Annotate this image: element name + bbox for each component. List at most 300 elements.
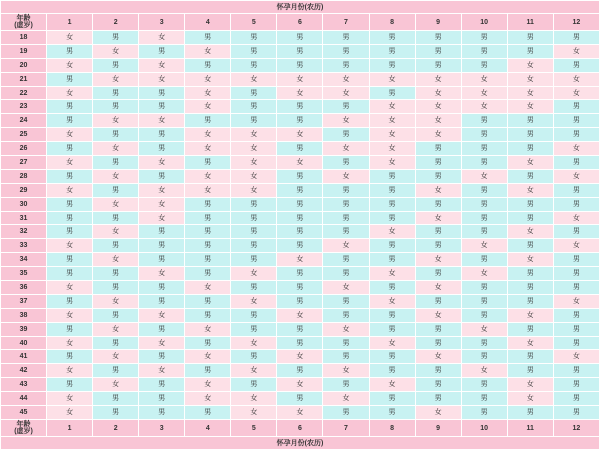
- table-row: [1, 156, 600, 170]
- column-header-month-2: 2: [93, 14, 139, 31]
- table-row: [1, 225, 600, 239]
- cell-age-31-month-8: 男: [369, 211, 415, 225]
- cell-age-45-month-12: 男: [553, 406, 599, 420]
- table-row: [1, 114, 600, 128]
- column-header-month-10: 10: [461, 14, 507, 31]
- cell-age-36-month-8: 男: [369, 281, 415, 295]
- column-header-month-9: 9: [415, 14, 461, 31]
- cell-age-31-month-10: 男: [461, 211, 507, 225]
- cell-age-42-month-11: 男: [507, 364, 553, 378]
- cell-age-44-month-2: 男: [93, 392, 139, 406]
- row-header-age-36: 36: [1, 281, 47, 295]
- cell-age-19-month-8: 男: [369, 44, 415, 58]
- cell-age-37-month-9: 男: [415, 294, 461, 308]
- cell-age-32-month-7: 男: [323, 225, 369, 239]
- cell-age-32-month-3: 男: [139, 225, 185, 239]
- cell-age-38-month-7: 男: [323, 308, 369, 322]
- cell-age-32-month-6: 男: [277, 225, 323, 239]
- cell-age-42-month-9: 男: [415, 364, 461, 378]
- cell-age-33-month-9: 男: [415, 239, 461, 253]
- cell-age-36-month-12: 男: [553, 281, 599, 295]
- cell-age-40-month-9: 男: [415, 336, 461, 350]
- cell-age-44-month-4: 女: [185, 392, 231, 406]
- cell-age-43-month-3: 男: [139, 378, 185, 392]
- cell-age-23-month-10: 女: [461, 100, 507, 114]
- cell-age-23-month-2: 男: [93, 100, 139, 114]
- cell-age-18-month-4: 男: [185, 31, 231, 45]
- cell-age-20-month-1: 女: [47, 58, 93, 72]
- cell-age-45-month-4: 男: [185, 406, 231, 420]
- cell-age-19-month-9: 男: [415, 44, 461, 58]
- cell-age-40-month-10: 男: [461, 336, 507, 350]
- cell-age-19-month-6: 男: [277, 44, 323, 58]
- table-row: [1, 44, 600, 58]
- cell-age-31-month-3: 女: [139, 211, 185, 225]
- table-row: [1, 281, 600, 295]
- cell-age-43-month-10: 男: [461, 378, 507, 392]
- table-row: [1, 100, 600, 114]
- row-header-age-27: 27: [1, 156, 47, 170]
- cell-age-27-month-10: 男: [461, 156, 507, 170]
- cell-age-20-month-7: 男: [323, 58, 369, 72]
- cell-age-33-month-10: 女: [461, 239, 507, 253]
- cell-age-30-month-10: 男: [461, 197, 507, 211]
- table-row: [1, 253, 600, 267]
- cell-age-40-month-4: 男: [185, 336, 231, 350]
- cell-age-35-month-6: 男: [277, 267, 323, 281]
- cell-age-43-month-2: 女: [93, 378, 139, 392]
- cell-age-27-month-3: 女: [139, 156, 185, 170]
- cell-age-30-month-4: 男: [185, 197, 231, 211]
- row-header-age-33: 33: [1, 239, 47, 253]
- cell-age-21-month-3: 女: [139, 72, 185, 86]
- cell-age-29-month-10: 男: [461, 183, 507, 197]
- row-header-age-40: 40: [1, 336, 47, 350]
- cell-age-22-month-12: 女: [553, 86, 599, 100]
- cell-age-45-month-5: 女: [231, 406, 277, 420]
- cell-age-33-month-2: 男: [93, 239, 139, 253]
- cell-age-29-month-6: 男: [277, 183, 323, 197]
- column-footer-row: [1, 420, 600, 437]
- top-banner-row: [1, 1, 600, 14]
- cell-age-18-month-3: 女: [139, 31, 185, 45]
- cell-age-40-month-5: 女: [231, 336, 277, 350]
- cell-age-28-month-7: 女: [323, 169, 369, 183]
- corner-label-line1: 年龄: [16, 15, 31, 22]
- cell-age-40-month-11: 女: [507, 336, 553, 350]
- cell-age-41-month-8: 男: [369, 350, 415, 364]
- cell-age-24-month-7: 女: [323, 114, 369, 128]
- cell-age-19-month-5: 男: [231, 44, 277, 58]
- cell-age-18-month-8: 男: [369, 31, 415, 45]
- row-header-age-18: 18: [1, 31, 47, 45]
- row-header-age-41: 41: [1, 350, 47, 364]
- column-header-month-7: 7: [323, 14, 369, 31]
- cell-age-21-month-8: 女: [369, 72, 415, 86]
- cell-age-44-month-11: 女: [507, 392, 553, 406]
- cell-age-27-month-8: 女: [369, 156, 415, 170]
- cell-age-27-month-5: 女: [231, 156, 277, 170]
- table-row: [1, 294, 600, 308]
- cell-age-25-month-2: 男: [93, 128, 139, 142]
- cell-age-33-month-5: 男: [231, 239, 277, 253]
- table-row: [1, 128, 600, 142]
- cell-age-18-month-6: 男: [277, 31, 323, 45]
- cell-age-38-month-2: 男: [93, 308, 139, 322]
- cell-age-38-month-12: 男: [553, 308, 599, 322]
- cell-age-27-month-1: 女: [47, 156, 93, 170]
- cell-age-36-month-3: 男: [139, 281, 185, 295]
- column-header-month-11: 11: [507, 14, 553, 31]
- cell-age-45-month-1: 女: [47, 406, 93, 420]
- cell-age-27-month-9: 男: [415, 156, 461, 170]
- row-header-age-25: 25: [1, 128, 47, 142]
- cell-age-30-month-9: 男: [415, 197, 461, 211]
- cell-age-32-month-1: 男: [47, 225, 93, 239]
- column-footer-month-11: 11: [507, 420, 553, 437]
- cell-age-33-month-12: 女: [553, 239, 599, 253]
- cell-age-36-month-2: 男: [93, 281, 139, 295]
- cell-age-37-month-6: 男: [277, 294, 323, 308]
- cell-age-35-month-2: 男: [93, 267, 139, 281]
- cell-age-41-month-2: 女: [93, 350, 139, 364]
- cell-age-30-month-5: 男: [231, 197, 277, 211]
- cell-age-25-month-4: 女: [185, 128, 231, 142]
- cell-age-45-month-6: 女: [277, 406, 323, 420]
- cell-age-39-month-6: 男: [277, 322, 323, 336]
- cell-age-28-month-4: 女: [185, 169, 231, 183]
- cell-age-38-month-10: 男: [461, 308, 507, 322]
- cell-age-26-month-11: 男: [507, 142, 553, 156]
- cell-age-29-month-9: 女: [415, 183, 461, 197]
- cell-age-27-month-12: 男: [553, 156, 599, 170]
- cell-age-29-month-3: 女: [139, 183, 185, 197]
- cell-age-24-month-3: 女: [139, 114, 185, 128]
- cell-age-34-month-9: 女: [415, 253, 461, 267]
- top-banner: 怀孕月份(农历): [1, 1, 600, 14]
- cell-age-26-month-9: 男: [415, 142, 461, 156]
- row-header-age-44: 44: [1, 392, 47, 406]
- table-row: [1, 58, 600, 72]
- cell-age-28-month-10: 女: [461, 169, 507, 183]
- cell-age-31-month-2: 男: [93, 211, 139, 225]
- cell-age-19-month-2: 女: [93, 44, 139, 58]
- cell-age-24-month-8: 女: [369, 114, 415, 128]
- cell-age-41-month-6: 女: [277, 350, 323, 364]
- cell-age-43-month-6: 女: [277, 378, 323, 392]
- cell-age-44-month-6: 男: [277, 392, 323, 406]
- cell-age-33-month-1: 女: [47, 239, 93, 253]
- column-footer-month-5: 5: [231, 420, 277, 437]
- cell-age-39-month-3: 男: [139, 322, 185, 336]
- cell-age-43-month-11: 女: [507, 378, 553, 392]
- cell-age-42-month-7: 女: [323, 364, 369, 378]
- cell-age-27-month-4: 男: [185, 156, 231, 170]
- cell-age-42-month-6: 男: [277, 364, 323, 378]
- table-row: [1, 350, 600, 364]
- corner-label-line2: (虚岁): [14, 22, 33, 29]
- cell-age-41-month-9: 女: [415, 350, 461, 364]
- cell-age-45-month-10: 男: [461, 406, 507, 420]
- cell-age-22-month-2: 男: [93, 86, 139, 100]
- table-row: [1, 392, 600, 406]
- table-row: [1, 211, 600, 225]
- row-header-age-45: 45: [1, 406, 47, 420]
- column-footer-month-7: 7: [323, 420, 369, 437]
- cell-age-18-month-9: 男: [415, 31, 461, 45]
- cell-age-30-month-11: 男: [507, 197, 553, 211]
- cell-age-37-month-4: 男: [185, 294, 231, 308]
- cell-age-29-month-2: 男: [93, 183, 139, 197]
- cell-age-34-month-12: 男: [553, 253, 599, 267]
- cell-age-31-month-6: 男: [277, 211, 323, 225]
- column-header-month-3: 3: [139, 14, 185, 31]
- table-row: [1, 239, 600, 253]
- cell-age-32-month-11: 女: [507, 225, 553, 239]
- cell-age-34-month-1: 男: [47, 253, 93, 267]
- cell-age-33-month-11: 男: [507, 239, 553, 253]
- cell-age-26-month-6: 男: [277, 142, 323, 156]
- cell-age-25-month-9: 女: [415, 128, 461, 142]
- cell-age-33-month-4: 男: [185, 239, 231, 253]
- cell-age-21-month-9: 女: [415, 72, 461, 86]
- table-row: [1, 378, 600, 392]
- cell-age-21-month-4: 女: [185, 72, 231, 86]
- cell-age-37-month-11: 男: [507, 294, 553, 308]
- table-row: [1, 406, 600, 420]
- cell-age-36-month-1: 女: [47, 281, 93, 295]
- cell-age-28-month-6: 男: [277, 169, 323, 183]
- cell-age-39-month-1: 男: [47, 322, 93, 336]
- cell-age-25-month-3: 男: [139, 128, 185, 142]
- cell-age-23-month-9: 女: [415, 100, 461, 114]
- cell-age-26-month-7: 女: [323, 142, 369, 156]
- cell-age-32-month-5: 男: [231, 225, 277, 239]
- cell-age-37-month-10: 男: [461, 294, 507, 308]
- cell-age-22-month-9: 女: [415, 86, 461, 100]
- table-row: [1, 86, 600, 100]
- cell-age-29-month-4: 女: [185, 183, 231, 197]
- cell-age-24-month-4: 男: [185, 114, 231, 128]
- cell-age-39-month-11: 男: [507, 322, 553, 336]
- cell-age-26-month-4: 女: [185, 142, 231, 156]
- cell-age-18-month-11: 男: [507, 31, 553, 45]
- cell-age-31-month-9: 女: [415, 211, 461, 225]
- cell-age-38-month-1: 女: [47, 308, 93, 322]
- cell-age-37-month-7: 男: [323, 294, 369, 308]
- cell-age-40-month-1: 女: [47, 336, 93, 350]
- cell-age-41-month-5: 男: [231, 350, 277, 364]
- cell-age-22-month-10: 女: [461, 86, 507, 100]
- cell-age-24-month-9: 女: [415, 114, 461, 128]
- cell-age-34-month-4: 男: [185, 253, 231, 267]
- cell-age-34-month-3: 男: [139, 253, 185, 267]
- cell-age-39-month-10: 女: [461, 322, 507, 336]
- cell-age-37-month-8: 女: [369, 294, 415, 308]
- cell-age-24-month-12: 男: [553, 114, 599, 128]
- cell-age-30-month-6: 男: [277, 197, 323, 211]
- cell-age-44-month-3: 男: [139, 392, 185, 406]
- cell-age-45-month-9: 女: [415, 406, 461, 420]
- row-header-age-29: 29: [1, 183, 47, 197]
- cell-age-33-month-3: 男: [139, 239, 185, 253]
- cell-age-30-month-7: 男: [323, 197, 369, 211]
- cell-age-40-month-2: 男: [93, 336, 139, 350]
- row-header-age-31: 31: [1, 211, 47, 225]
- cell-age-42-month-12: 男: [553, 364, 599, 378]
- cell-age-26-month-12: 女: [553, 142, 599, 156]
- cell-age-30-month-2: 女: [93, 197, 139, 211]
- cell-age-20-month-12: 男: [553, 58, 599, 72]
- cell-age-21-month-12: 女: [553, 72, 599, 86]
- cell-age-29-month-11: 女: [507, 183, 553, 197]
- cell-age-45-month-3: 男: [139, 406, 185, 420]
- cell-age-22-month-7: 女: [323, 86, 369, 100]
- cell-age-27-month-11: 女: [507, 156, 553, 170]
- cell-age-34-month-2: 女: [93, 253, 139, 267]
- cell-age-31-month-1: 男: [47, 211, 93, 225]
- column-header-row: [1, 14, 600, 31]
- cell-age-29-month-1: 女: [47, 183, 93, 197]
- cell-age-33-month-6: 男: [277, 239, 323, 253]
- cell-age-44-month-8: 男: [369, 392, 415, 406]
- cell-age-44-month-5: 女: [231, 392, 277, 406]
- cell-age-36-month-11: 男: [507, 281, 553, 295]
- row-header-age-38: 38: [1, 308, 47, 322]
- cell-age-30-month-8: 男: [369, 197, 415, 211]
- cell-age-38-month-11: 女: [507, 308, 553, 322]
- cell-age-32-month-8: 女: [369, 225, 415, 239]
- cell-age-24-month-11: 男: [507, 114, 553, 128]
- cell-age-38-month-8: 男: [369, 308, 415, 322]
- cell-age-42-month-10: 女: [461, 364, 507, 378]
- cell-age-23-month-7: 男: [323, 100, 369, 114]
- cell-age-39-month-5: 男: [231, 322, 277, 336]
- cell-age-41-month-4: 女: [185, 350, 231, 364]
- cell-age-19-month-12: 女: [553, 44, 599, 58]
- cell-age-28-month-9: 男: [415, 169, 461, 183]
- cell-age-34-month-11: 女: [507, 253, 553, 267]
- cell-age-35-month-10: 女: [461, 267, 507, 281]
- cell-age-35-month-9: 男: [415, 267, 461, 281]
- cell-age-36-month-6: 男: [277, 281, 323, 295]
- corner-label-line2-bottom: (虚岁): [14, 428, 33, 435]
- cell-age-21-month-2: 女: [93, 72, 139, 86]
- cell-age-33-month-7: 女: [323, 239, 369, 253]
- cell-age-25-month-12: 男: [553, 128, 599, 142]
- column-header-month-8: 8: [369, 14, 415, 31]
- cell-age-37-month-2: 女: [93, 294, 139, 308]
- cell-age-23-month-3: 男: [139, 100, 185, 114]
- cell-age-23-month-4: 女: [185, 100, 231, 114]
- row-header-age-28: 28: [1, 169, 47, 183]
- cell-age-20-month-8: 男: [369, 58, 415, 72]
- cell-age-35-month-4: 男: [185, 267, 231, 281]
- cell-age-39-month-9: 男: [415, 322, 461, 336]
- cell-age-39-month-8: 男: [369, 322, 415, 336]
- cell-age-41-month-7: 男: [323, 350, 369, 364]
- column-header-month-6: 6: [277, 14, 323, 31]
- cell-age-34-month-6: 女: [277, 253, 323, 267]
- cell-age-39-month-4: 女: [185, 322, 231, 336]
- cell-age-40-month-3: 女: [139, 336, 185, 350]
- cell-age-44-month-9: 男: [415, 392, 461, 406]
- cell-age-18-month-2: 男: [93, 31, 139, 45]
- cell-age-44-month-1: 女: [47, 392, 93, 406]
- row-header-age-37: 37: [1, 294, 47, 308]
- cell-age-32-month-4: 男: [185, 225, 231, 239]
- cell-age-34-month-8: 男: [369, 253, 415, 267]
- cell-age-23-month-8: 女: [369, 100, 415, 114]
- column-footer-month-8: 8: [369, 420, 415, 437]
- cell-age-35-month-1: 男: [47, 267, 93, 281]
- cell-age-31-month-12: 女: [553, 211, 599, 225]
- cell-age-42-month-8: 男: [369, 364, 415, 378]
- cell-age-19-month-3: 男: [139, 44, 185, 58]
- cell-age-35-month-7: 男: [323, 267, 369, 281]
- cell-age-33-month-8: 男: [369, 239, 415, 253]
- cell-age-22-month-5: 男: [231, 86, 277, 100]
- cell-age-25-month-10: 男: [461, 128, 507, 142]
- cell-age-43-month-5: 男: [231, 378, 277, 392]
- cell-age-19-month-10: 男: [461, 44, 507, 58]
- cell-age-29-month-7: 男: [323, 183, 369, 197]
- column-footer-month-6: 6: [277, 420, 323, 437]
- cell-age-32-month-10: 男: [461, 225, 507, 239]
- cell-age-41-month-12: 女: [553, 350, 599, 364]
- cell-age-31-month-11: 男: [507, 211, 553, 225]
- cell-age-35-month-11: 男: [507, 267, 553, 281]
- cell-age-28-month-11: 男: [507, 169, 553, 183]
- cell-age-29-month-5: 女: [231, 183, 277, 197]
- row-header-age-26: 26: [1, 142, 47, 156]
- column-footer-month-1: 1: [47, 420, 93, 437]
- corner-age-label-top: [1, 14, 47, 31]
- cell-age-25-month-1: 女: [47, 128, 93, 142]
- cell-age-26-month-3: 男: [139, 142, 185, 156]
- bottom-banner: 怀孕月份(农历): [1, 437, 600, 450]
- cell-age-45-month-2: 男: [93, 406, 139, 420]
- corner-age-label-bottom: [1, 420, 47, 437]
- cell-age-38-month-3: 女: [139, 308, 185, 322]
- column-header-month-4: 4: [185, 14, 231, 31]
- row-header-age-32: 32: [1, 225, 47, 239]
- table-row: [1, 364, 600, 378]
- table-row: [1, 336, 600, 350]
- cell-age-35-month-12: 男: [553, 267, 599, 281]
- cell-age-28-month-12: 女: [553, 169, 599, 183]
- row-header-age-20: 20: [1, 58, 47, 72]
- cell-age-30-month-3: 女: [139, 197, 185, 211]
- cell-age-24-month-6: 男: [277, 114, 323, 128]
- cell-age-34-month-7: 男: [323, 253, 369, 267]
- cell-age-32-month-12: 男: [553, 225, 599, 239]
- cell-age-43-month-7: 男: [323, 378, 369, 392]
- cell-age-37-month-3: 男: [139, 294, 185, 308]
- cell-age-36-month-4: 女: [185, 281, 231, 295]
- cell-age-38-month-6: 女: [277, 308, 323, 322]
- cell-age-25-month-5: 女: [231, 128, 277, 142]
- cell-age-22-month-1: 女: [47, 86, 93, 100]
- bottom-banner-row: [1, 437, 600, 450]
- cell-age-25-month-11: 男: [507, 128, 553, 142]
- cell-age-40-month-12: 男: [553, 336, 599, 350]
- cell-age-26-month-2: 女: [93, 142, 139, 156]
- cell-age-22-month-6: 女: [277, 86, 323, 100]
- cell-age-31-month-4: 男: [185, 211, 231, 225]
- cell-age-38-month-5: 男: [231, 308, 277, 322]
- cell-age-28-month-8: 男: [369, 169, 415, 183]
